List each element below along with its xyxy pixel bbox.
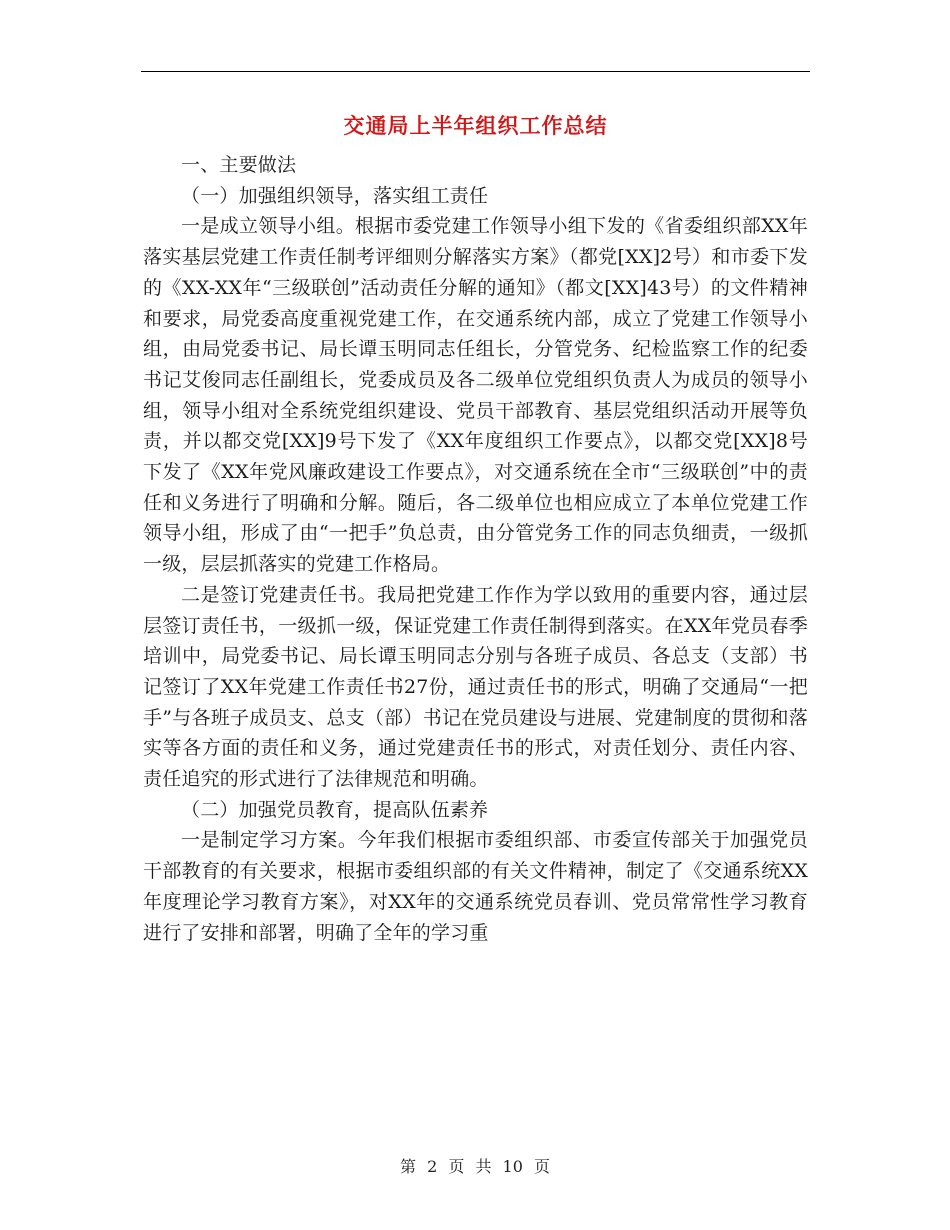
subsection-heading: （二）加强党员教育，提高队伍素养 xyxy=(181,798,489,821)
header-rule xyxy=(141,71,810,72)
body-paragraph: 一是制定学习方案。今年我们根据市委组织部、市委宣传部关于加强党员干部教育的有关要求，根据市委组织部的有关文件精神，制定了《交通系统XX年度理论学习教育方案》，对XX年的交通系统党员春训、党员常常性学习教育进行了安排和部署，明确了全年的学习重 xyxy=(143,829,808,944)
section-heading: 一、主要做法 xyxy=(181,154,297,176)
subsection-heading: （一）加强组织领导，落实组工责任 xyxy=(181,184,489,207)
page-number-footer: 第 2 页 共 10 页 xyxy=(400,1157,550,1176)
document-body xyxy=(143,150,808,948)
body-paragraph: 二是签订党建责任书。我局把党建工作作为学以致用的重要内容，通过层层签订责任书，一级抓一级，保证党建工作责任制得到落实。在XX年党员春季培训中，局党委书记、局长谭玉明同志分别与各班子成员、各总支（支部）书记签订了XX年党建工作责任书27份，通过责任书的形式，明确了交通局“一把手”与各班子成员支、总支（部）书记在党员建设与进展、党建制度的贯彻和落实等各方面的责任和义务，通过党建责任书的形式，对责任划分、责任内容、责任追究的形式进行了法律规范和明确。 xyxy=(143,583,808,791)
body-paragraph: 一是成立领导小组。根据市委党建工作领导小组下发的《省委组织部XX年落实基层党建工作责任制考评细则分解落实方案》（都党[XX]2号）和市委下发的《XX-XX年“三级联创”活动责任分解的通知》（都文[XX]43号）的文件精神和要求，局党委高度重视党建工作，在交通系统内部，成立了党建工作领导小组，由局党委书记、局长谭玉明同志任组长，分管党务、纪检监察工作的纪委书记艾俊同志任副组长，党委成员及各二级单位党组织负责人为成员的领导小组，领导小组对全系统党组织建设、党员干部教育、基层党组织活动开展等负责，并以都交党[XX]9号下发了《XX年度组织工作要点》，以都交党[XX]8号下发了《XX年党风廉政建设工作要点》，对交通系统在全市“三级联创”中的责任和义务进行了明确和分解。随后，各二级单位也相应成立了本单位党建工作领导小组，形成了由“一把手”负总责，由分管党务工作的同志负细责，一级抓一级，层层抓落实的党建工作格局。 xyxy=(143,215,808,576)
document-title: 交通局上半年组织工作总结 xyxy=(343,113,608,138)
